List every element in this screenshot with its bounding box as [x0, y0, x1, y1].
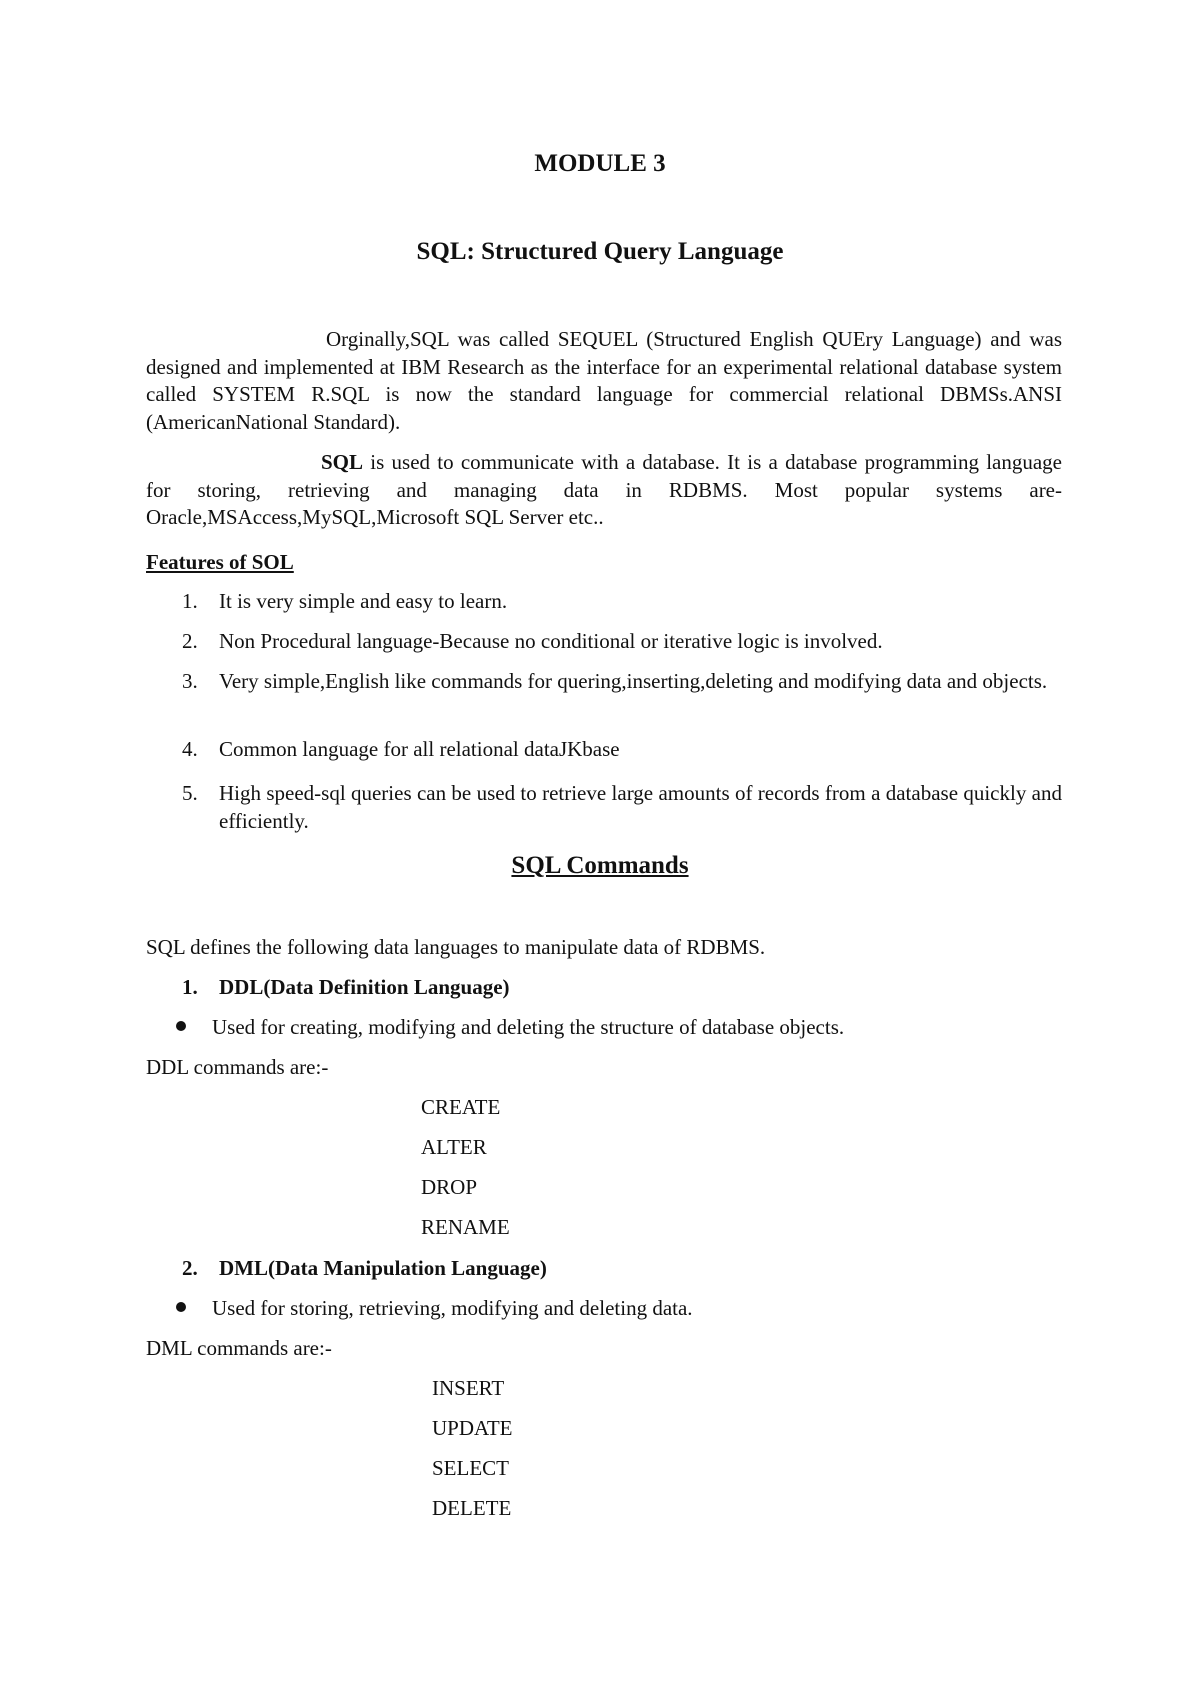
feature-number: 2. — [182, 629, 198, 653]
intro-paragraph-1 — [146, 326, 1062, 436]
feature-text: High speed-sql queries can be used to retrieve large amounts of records from a database quickly and efficiently. — [219, 781, 1062, 833]
commands-intro: SQL defines the following data languages to manipulate data of RDBMS. — [146, 935, 766, 959]
feature-number: 4. — [182, 737, 198, 761]
dml-label: DML commands are:- — [146, 1336, 332, 1360]
dml-command: INSERT — [432, 1376, 505, 1400]
dml-bullet — [176, 1295, 693, 1322]
document-subtitle: SQL: Structured Query Language — [416, 238, 784, 265]
intro-paragraph-1-text: Orginally,SQL was called SEQUEL (Structured English QUEry Language) and was designed and implemented at IBM Research as the interface for an experimental relational database system called SYSTEM R.SQL is now the standard language for commercial relational DBMSs.ANSI (AmericanNational Standard). — [146, 327, 1062, 434]
features-heading: Features of SOL — [146, 550, 294, 574]
ddl-label: DDL commands are:- — [146, 1055, 329, 1079]
ddl-title: DDL(Data Definition Language) — [219, 975, 510, 999]
ddl-bullet-text: Used for creating, modifying and deleting the structure of database objects. — [212, 1015, 845, 1039]
sql-commands-heading: SQL Commands — [511, 852, 689, 879]
dml-command: SELECT — [432, 1456, 509, 1480]
bullet-icon — [176, 1302, 186, 1312]
dml-command: UPDATE — [432, 1416, 513, 1440]
ddl-number: 1. — [182, 975, 198, 999]
feature-text: Non Procedural language-Because no conditional or iterative logic is involved. — [219, 629, 883, 653]
feature-text: Very simple,English like commands for quering,inserting,deleting and modifying data and objects. — [219, 669, 1048, 693]
ddl-bullet — [176, 1014, 844, 1041]
bullet-icon — [176, 1021, 186, 1031]
feature-number: 1. — [182, 589, 198, 613]
dml-bullet-text: Used for storing, retrieving, modifying and deleting data. — [212, 1296, 693, 1320]
dml-command: DELETE — [432, 1496, 512, 1520]
ddl-command: CREATE — [421, 1095, 501, 1119]
module-title: MODULE 3 — [534, 150, 666, 177]
ddl-command: RENAME — [421, 1215, 510, 1239]
ddl-command: DROP — [421, 1175, 478, 1199]
dml-number: 2. — [182, 1256, 198, 1280]
intro-paragraph-2-text: is used to communicate with a database. It is a database programming language for storing, retrieving and managing data in RDBMS. Most popular systems are-Oracle,MSAccess,MySQL,Microsoft SQL Server etc.. — [146, 450, 1062, 529]
intro-paragraph-2 — [146, 449, 1062, 532]
ddl-command: ALTER — [421, 1135, 487, 1159]
feature-text: Common language for all relational dataJKbase — [219, 737, 620, 761]
feature-text: It is very simple and easy to learn. — [219, 589, 508, 613]
feature-number: 3. — [182, 669, 198, 693]
feature-number: 5. — [182, 781, 198, 805]
sql-bold-term: SQL — [321, 450, 364, 474]
dml-title: DML(Data Manipulation Language) — [219, 1256, 547, 1280]
